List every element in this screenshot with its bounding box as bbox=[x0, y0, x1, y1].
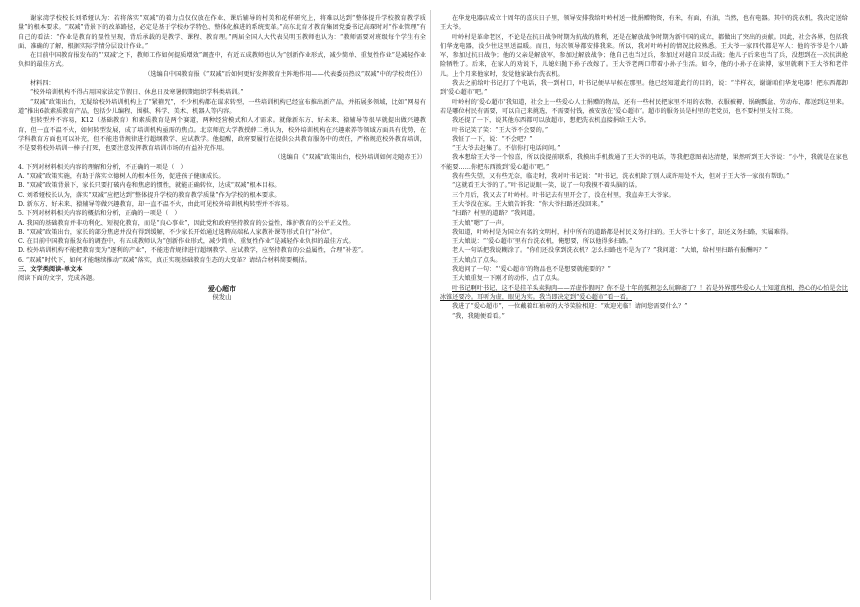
paragraph: 在华龙电器店成立十周年的喜庆日子里，领导安排我给叶岭村送一批捐赠物资，有米，有面，有油，当然，也有电器。其中的洗衣机，我决定送给王大爷。 bbox=[440, 15, 848, 32]
paragraph: “双减”政策出台，无疑给校外培训机构上了“紧箍咒”，不少机构都在谋求转型，一些培训机构已经宣布推出新产品，并拓展多领域，比如“网易有道”推出6款素质教育产品，包括少儿编程、围棋、科学、美术、机器人等内容。 bbox=[18, 98, 426, 115]
paragraph: 在目前中国教育报发布的“‘双减’之下，教师工作如何提质增效”调查中，有近五成教师也认为“创新作业形式，减少简单、重复性作业”是减轻作业负担的最佳方式。 bbox=[18, 52, 426, 69]
story-author: 侯发山 bbox=[212, 292, 232, 301]
paragraph: 老人一句话把我说糊涂了。“你们还没拿到洗衣机？怎么扫路也不是为了？”我问道：“大娘，给村里扫路有报酬吗？” bbox=[452, 247, 768, 255]
source-note: （选编自中国教育报《“双减”后如何更好发挥教育主阵地作用——代表委员热议“双减”中的学校责任》） bbox=[144, 70, 426, 78]
paragraph: “我，我随便看看。” bbox=[452, 312, 505, 320]
paragraph: 叶书记笑了笑：“王大爷不会要的。” bbox=[452, 126, 549, 134]
section-intro: 阅读下面的文字，完成各题。 bbox=[18, 275, 99, 283]
paragraph: “王大爷去赶集了。不信你打电话问问。” bbox=[452, 145, 561, 153]
paragraph: 王大娘说：“‘爱心超市’里有台洗衣机，俺想要，所以他得多扫路。” bbox=[452, 238, 633, 246]
question-4: 4. 下列对材料相关内容的理解和分析，不正确的一项是（ ） bbox=[18, 163, 187, 171]
paragraph: 我有些失望，又有些无奈，临走时，我对叶书记说：“叶书记，洗衣机除了别人或许用处不大，但对于王大爷一家很有帮助。” bbox=[452, 173, 790, 181]
option: B. “双减”政策背景下，家长只要打破内卷和焦虑的惯性，就能正确转位，达成“双减”根本目标。 bbox=[18, 182, 281, 190]
paragraph: 但转型并不容易，K12（基础教育）和素质教育是两个赛道，两种经营模式和人才需求。就像新东方、好未来、猿辅导等很早就提出做兴趣教育，但一直不温不火，如何转型发展，成了培训机构亟需的焦点。北京师范大学教授薛二勇认为，校外培训机构在兴趣素养等领域方面具有优势，在学科教育方面也可以补充，但不能违背规律进行超纲教学、应试教学。他提醒，政府要履行在提供公共教育服务中的责任，严格规范校外教育培训，不是要将校外培训一棒子打死，也要注意发挥教育培训市场的有益补充作用。 bbox=[18, 117, 426, 153]
paragraph: 我还提了一下，说其他东西都可以放超市，想把洗衣机直接捐给王大爷。 bbox=[452, 117, 650, 125]
paragraph: 我本想给王大爷一个惊喜，所以没提前联系，我摸出手机拨通了王大爷的电话，等我把意图表达清楚，果然听到王大爷说：“小牛，我就是在家也不能要……你把东西拨到‘爱心超市’吧。” bbox=[440, 154, 848, 171]
paragraph: 叶岭村是革命老区，不论是在抗日战争时期为抗战的胜利，还是在解放战争时期为新中国的成立，都做出了突出的贡献。因此，社会各界，包括我们华龙电器，没少往这里送温暖。而且，每次领导都安排我来。所以，我对叶岭村的情况比较熟悉。王大爷一家四代都是军人：他的爷爷是个八路军，参加过抗日战争；他的父亲是解放军，参加过解放战争；他自己也当过兵，参加过对越自卫反击战；他儿子后来也当了兵，没想到在一次抗洪抢险牺牲了。后来，在家人的劝说下，儿媳妇抛下孙子改嫁了。王大爷老两口带着小孙子生活。如今，他的小孙子在读博，家里就剩下王大爷和老伴儿。上个月来他家时，发觉他家缺台洗衣机。 bbox=[440, 33, 848, 78]
paragraph: “这就看王大爷的了。”叶书记说眼一笑，说了一句我摸不着头脑的话。 bbox=[452, 182, 641, 190]
paragraph: 三个月后，我又去了叶岭村。叶书记去有里开会了，没在村里，我直奔王大爷家。 bbox=[452, 191, 675, 199]
paragraph: 谢家湾学校校长刘希娅认为：若将落实“双减”的着力点仅仅放在作业、课后辅导的村美和花样研究上，将难以达到“整体提升学校教育教学质量”的根本要求。“双减”背景下的改革路径，必定是基于学校办学特色、整体化推进的系统变革。”高东北育才教育集团党委书记高琛时对“作业管理”有自己的看法：“作业是教育的显性呈现，背后承载的是教学、课程、教育理。”两届全国人大代表吴明玉教师也认为：“教师需要对班级每个学生有全面、准确的了解，根据实际学情分层设计作业。” bbox=[18, 15, 426, 50]
question-6: 6. “双减”时代下，如何才能继续推动“双减”落实，真正实现基础教育生态的大变革？请结合材料简要概括。 bbox=[18, 256, 311, 264]
paragraph: “校外培训机构不得占用国家法定节假日、休息日及寒暑假期组织学科类培训。” bbox=[30, 89, 244, 97]
option: C. 刘希娅校长认为，落实“双减”应把达到“整体提升学校的教育教学质量”作为学校的根本要求。 bbox=[18, 191, 281, 199]
material-heading: 材料四： bbox=[30, 80, 55, 88]
option: A. “双减”政策实施，有助于落实立德树人的根本任务，促进孩子健康成长。 bbox=[18, 173, 225, 181]
paragraph: 我进了“爱心超市”，一位戴着红袖章的大爷笑脸相迎：“欢迎光临！请问您需要什么？” bbox=[452, 303, 688, 311]
paragraph: 王大爷没在家。王大娘告诉我：“你大爷扫路还没回来。” bbox=[452, 200, 604, 208]
source-note: （选编自《“双减”政策出台，校外培训如何走随赤王》） bbox=[274, 154, 426, 162]
paragraph: 王大娘重复一下刚才的动作，点了点头。 bbox=[452, 275, 564, 283]
paragraph: 我怔了一下，说：“不会吧？” bbox=[452, 135, 533, 143]
paragraph: 我追问了一句：“‘爱心超市’的物品也不是想要就能要的？” bbox=[452, 266, 611, 274]
column-divider bbox=[430, 10, 431, 600]
paragraph: 我去之前给叶书记打了个电话，我一到村口，叶书记便早早候在那里。他已经知道此行的目的，说：“半样衣，谢谢咱们华龙电器！把东西都卸到‘爱心超市’吧。” bbox=[440, 80, 848, 97]
option: D. 校外培训机构不能把教育变为“逐利的产业”，不能违背规律进行超纲教学、应试教学，应坚持教育的公益属性，合理“补差”。 bbox=[18, 247, 368, 255]
option: A. 我国的基础教育并非功利化、短视化教育，而是“良心事业”，因此党和政府坚持教育的公益性，维护教育的公平正义性。 bbox=[18, 219, 355, 227]
left-column bbox=[18, 14, 426, 302]
right-column bbox=[440, 14, 848, 321]
paragraph: 我知道，叶岭村是为国立有名的文明村，村中所有的道路都是村民义务打扫的。王大爷七十多了，却还义务扫路，实属难得。 bbox=[452, 228, 793, 236]
section-heading: 三、文学类阅读-单文本 bbox=[18, 266, 83, 274]
paragraph: 王大娘“嗯”了一声。 bbox=[452, 219, 508, 227]
underlined-paragraph: 叶书记啊叶书记，这不是挂羊头卖狗肉——弄虚作假吗？你不是十年的狐狸怎么玩聊斋了？！若是外界那些爱心人士知道真相，热心的心怕是会比冰锥还要冷。耳听为虚，眼见为实。我当即决定到“爱心超市”看一看。 bbox=[440, 284, 848, 301]
story-title: 爱心超市 bbox=[208, 283, 236, 293]
paragraph: “扫路？村里的道路？”我问道。 bbox=[452, 210, 539, 218]
option: B. “双减”政策出台，家长的部分焦虑并没有得到缓解，不少家长开始通过选聘高端私人家教补课等形式自行“补位”。 bbox=[18, 228, 337, 236]
option: C. 在目前中国教育报发布的调查中，有五成教师认为“创新作业形式，减少简单、重复性作业”是减轻作业负担的最佳方式。 bbox=[18, 238, 355, 246]
paragraph: 叶岭村的‘爱心超市’我知道，社会上一些爱心人士捐赠的物品，还有一些村民把家里不用的衣物、衣服被褥、锅碗瓢盆、劳动布、都送到这里来。若是哪位村民有需要，可以自己来挑选，不需要付钱，被安放在‘爱心超市’。超市的服务员是村里的老党员，也不要村里支付工资。 bbox=[440, 98, 848, 115]
paragraph: 王大娘点了点头。 bbox=[452, 256, 502, 264]
option: D. 新东方、好未来、猿辅导等做兴趣教育，却一直不温不火，由此可见校外培训机构转型并不容易。 bbox=[18, 200, 293, 208]
question-5: 5. 下列对材料相关内容的概括和分析，正确的一项是（ ） bbox=[18, 210, 181, 218]
